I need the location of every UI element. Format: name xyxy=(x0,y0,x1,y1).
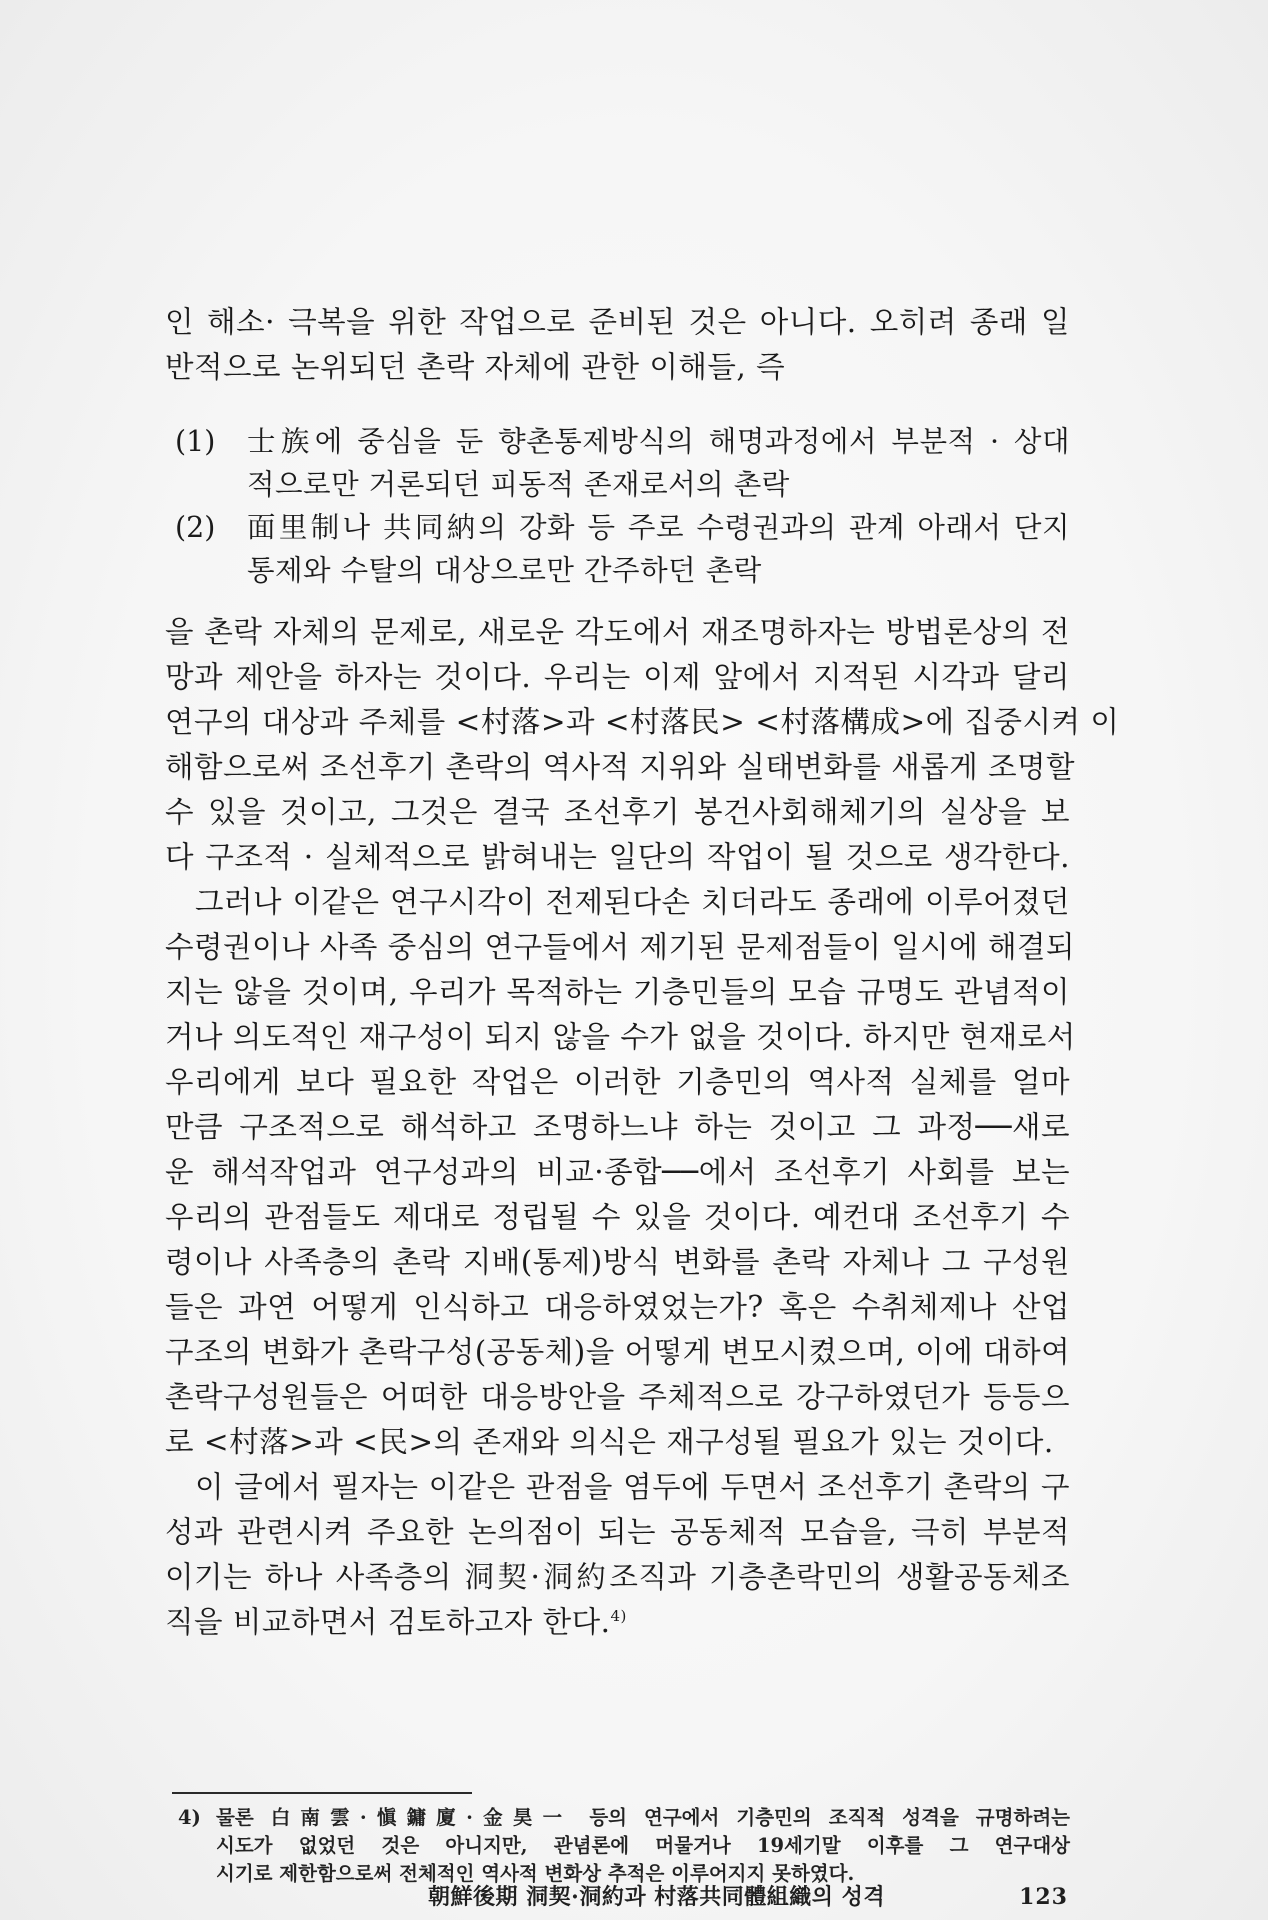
text-line: 거나 의도적인 재구성이 되지 않을 수가 없을 것이다. 하지만 현재로서 xyxy=(165,1020,1076,1054)
paragraph xyxy=(165,880,1076,1465)
text-line: 령이나 사족층의 촌락 지배(통제)방식 변화를 촌락 자체나 그 구성원 xyxy=(165,1245,1070,1279)
text-line: 다 구조적 · 실체적으로 밝혀내는 일단의 작업이 될 것으로 생각한다. xyxy=(165,840,1070,874)
footnote-line xyxy=(178,1804,1070,1832)
text-line: 연구의 대상과 주체를 <村落>과 <村落民> <村落構成>에 집중시켜 이 xyxy=(165,705,1120,739)
text-line: 이 글에서 필자는 이같은 관점을 염두에 두면서 조선후기 촌락의 구 xyxy=(195,1470,1070,1504)
text-line: 그러나 이같은 연구시각이 전제된다손 치더라도 종래에 이루어졌던 xyxy=(195,885,1070,919)
text-line: 우리에게 보다 필요한 작업은 이러한 기층민의 역사적 실체를 얼마 xyxy=(165,1065,1070,1099)
list-line: 통제와 수탈의 대상으로만 간주하던 촌락 xyxy=(247,554,762,587)
list-item xyxy=(175,420,1070,506)
footnote xyxy=(178,1804,1070,1888)
footnote-divider xyxy=(172,1792,472,1794)
footnote-text: 물론 白南雲·愼鏞廈·金昊一 등의 연구에서 기층민의 조직적 성격을 규명하려는 xyxy=(216,1806,1070,1829)
text-line: 만큼 구조적으로 해석하고 조명하느냐 하는 것이고 그 과정──새로 xyxy=(165,1110,1070,1144)
list-line: 士族에 중심을 둔 향촌통제방식의 해명과정에서 부분적 · 상대 xyxy=(247,425,1070,458)
paragraph xyxy=(165,610,1120,880)
text-line: 구조의 변화가 촌락구성(공동체)을 어떻게 변모시켰으며, 이에 대하여 xyxy=(165,1335,1071,1369)
text-line xyxy=(165,1600,1070,1645)
footnote-line: 시도가 없었던 것은 아니지만, 관념론에 머물거나 19세기말 이후를 그 연구대상 xyxy=(216,1834,1070,1857)
paragraph-continuation xyxy=(165,300,1070,390)
list-line: 面里制나 共同納의 강화 등 주로 수령권과의 관계 아래서 단지 xyxy=(247,511,1070,544)
text-line: 로 <村落>과 <民>의 존재와 의식은 재구성될 필요가 있는 것이다. xyxy=(165,1425,1054,1459)
running-title: 朝鮮後期 洞契·洞約과 村落共同體組織의 성격 xyxy=(428,1884,886,1910)
footnote-reference: 4) xyxy=(610,1607,627,1626)
list-line: 적으로만 거론되던 피동적 존재로서의 촌락 xyxy=(247,468,790,501)
text-line: 수령권이나 사족 중심의 연구들에서 제기된 문제점들이 일시에 해결되 xyxy=(165,930,1076,964)
footnote-number: 4) xyxy=(178,1806,201,1829)
page-number: 123 xyxy=(1019,1884,1068,1910)
text-line: 망과 제안을 하자는 것이다. 우리는 이제 앞에서 지적된 시각과 달리 xyxy=(165,660,1070,694)
text-line: 지는 않을 것이며, 우리가 목적하는 기층민들의 모습 규명도 관념적이 xyxy=(165,975,1070,1009)
last-line-text: 직을 비교하면서 검토하고자 한다. xyxy=(165,1605,611,1639)
text-line: 우리의 관점들도 제대로 정립될 수 있을 것이다. 예컨대 조선후기 수 xyxy=(165,1200,1070,1234)
list-number: (2) xyxy=(175,511,216,544)
running-footer xyxy=(428,1880,1068,1911)
text-line: 운 해석작업과 연구성과의 비교·종합──에서 조선후기 사회를 보는 xyxy=(165,1155,1070,1189)
text-line: 이기는 하나 사족층의 洞契·洞約조직과 기층촌락민의 생활공동체조 xyxy=(165,1560,1070,1594)
body-text xyxy=(165,300,1120,1645)
text-line: 해함으로써 조선후기 촌락의 역사적 지위와 실태변화를 새롭게 조명할 xyxy=(165,750,1076,784)
list-number: (1) xyxy=(175,425,216,458)
text-line: 들은 과연 어떻게 인식하고 대응하였었는가? 혹은 수취체제나 산업 xyxy=(165,1290,1070,1324)
text-line: 반적으로 논위되던 촌락 자체에 관한 이해들, 즉 xyxy=(165,350,786,384)
text-line: 인 해소· 극복을 위한 작업으로 준비된 것은 아니다. 오히려 종래 일 xyxy=(165,305,1070,339)
footnote-line: 시기로 제한함으로써 전체적인 역사적 변화상 추적은 이루어지지 못하였다. xyxy=(216,1862,855,1885)
text-line: 을 촌락 자체의 문제로, 새로운 각도에서 재조명하자는 방법론상의 전 xyxy=(165,615,1070,649)
list-item xyxy=(175,506,1070,592)
numbered-list xyxy=(165,420,1070,592)
paragraph xyxy=(165,1465,1070,1645)
text-line: 성과 관련시켜 주요한 논의점이 되는 공동체적 모습을, 극히 부분적 xyxy=(165,1515,1070,1549)
text-line: 촌락구성원들은 어떠한 대응방안을 주체적으로 강구하였던가 등등으 xyxy=(165,1380,1070,1414)
text-line: 수 있을 것이고, 그것은 결국 조선후기 봉건사회해체기의 실상을 보 xyxy=(165,795,1070,829)
